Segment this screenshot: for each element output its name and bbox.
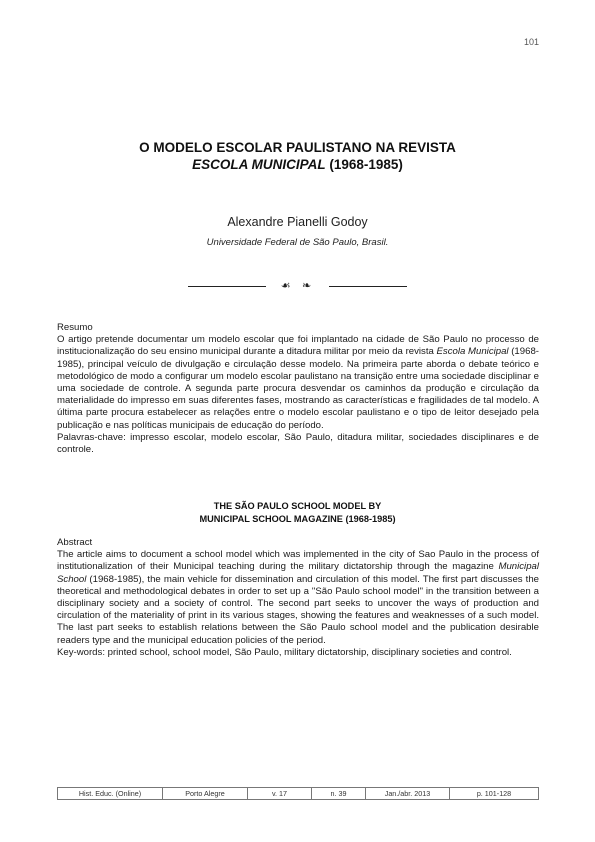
resumo-section	[57, 322, 539, 456]
footer-date: Jan./abr. 2013	[366, 788, 450, 799]
footer-volume: v. 17	[248, 788, 312, 799]
title-journal-name: ESCOLA MUNICIPAL	[192, 157, 326, 172]
resumo-keywords: Palavras-chave: impresso escolar, modelo escolar, São Paulo, ditadura militar, sociedades disciplinares e de controle.	[57, 431, 539, 456]
resumo-journal-name: Escola Municipal	[436, 346, 509, 358]
abstract-text	[57, 549, 539, 647]
abstract-text-part-1: The article aims to document a school model which was implemented in the city of Sao Paulo in the process of institutionalization of their Municipal teaching during the military dictatorship through the magazine	[57, 549, 539, 573]
resumo-text-part-1: O artigo pretende documentar um modelo escolar que foi implantado na cidade de São Paulo no processo de institucionalização do seu ensino municipal durante a ditadura militar por meio da revista	[57, 334, 539, 358]
footer-city: Porto Alegre	[163, 788, 248, 799]
article-title	[0, 139, 595, 173]
divider-rule-left	[188, 286, 266, 287]
english-title	[0, 500, 595, 526]
abstract-section	[57, 537, 539, 659]
title-line-2	[0, 156, 595, 173]
abstract-keywords: Key-words: printed school, school model, São Paulo, military dictatorship, disciplinary societies and control.	[57, 646, 512, 658]
abstract-journal-name: Municipal School	[57, 561, 539, 585]
resumo-text-part-2: (1968-1985), principal veículo de divulgação e circulação desse modelo. Na primeira parte aborda o debate teórico e metodológico de modo a configurar um modelo escolar paulistano na transição entre uma sociedade disciplinar e uma sociedade de controle. A segunda parte procura desvendar os caminhos da produção e circulação da materialidade do impresso em suas diferentes fases, mostrando as características e fragilidades de tal modelo. A última parte procura estabelecer as relações entre o modelo escolar paulistano e o tipo de leitor desejado pela publicação e nas políticas municipais de educação do período.	[57, 346, 539, 431]
footer-journal: Hist. Educ. (Online)	[58, 788, 163, 799]
page-number: 101	[523, 37, 539, 47]
abstract-text-part-2: (1968-1985), the main vehicle for dissemination and circulation of this model. The first part discusses the theoretical and methodological debates in order to set up a "São Paulo school model" in the transition between a disciplinary society and a society of control. The second part seeks to uncover the ways of production and circulation of the materiality of print in its various stages, showing the features and weaknesses of a such model. The last part seeks to establish relations between the São Paulo school model and the publication desirable readers type and the municipal education policies of the period.	[57, 573, 539, 646]
english-title-line-1: THE SÃO PAULO SCHOOL MODEL BY	[213, 501, 382, 511]
title-years: (1968-1985)	[325, 157, 403, 172]
divider-rule-right	[329, 286, 407, 287]
fleuron-ornament-icon: ☙ ❧	[280, 279, 316, 292]
section-divider	[0, 280, 595, 294]
resumo-heading: Resumo	[57, 322, 93, 333]
citation-footer	[57, 787, 539, 800]
resumo-text	[57, 334, 539, 432]
footer-number: n. 39	[312, 788, 366, 799]
english-title-line-2: MUNICIPAL SCHOOL MAGAZINE (1968-1985)	[199, 514, 396, 524]
abstract-heading: Abstract	[57, 537, 93, 548]
title-line-1: O MODELO ESCOLAR PAULISTANO NA REVISTA	[139, 140, 456, 155]
footer-pages: p. 101-128	[476, 789, 512, 798]
author-affiliation: Universidade Federal de São Paulo, Brasil.	[206, 237, 389, 248]
author-name: Alexandre Pianelli Godoy	[227, 215, 368, 229]
